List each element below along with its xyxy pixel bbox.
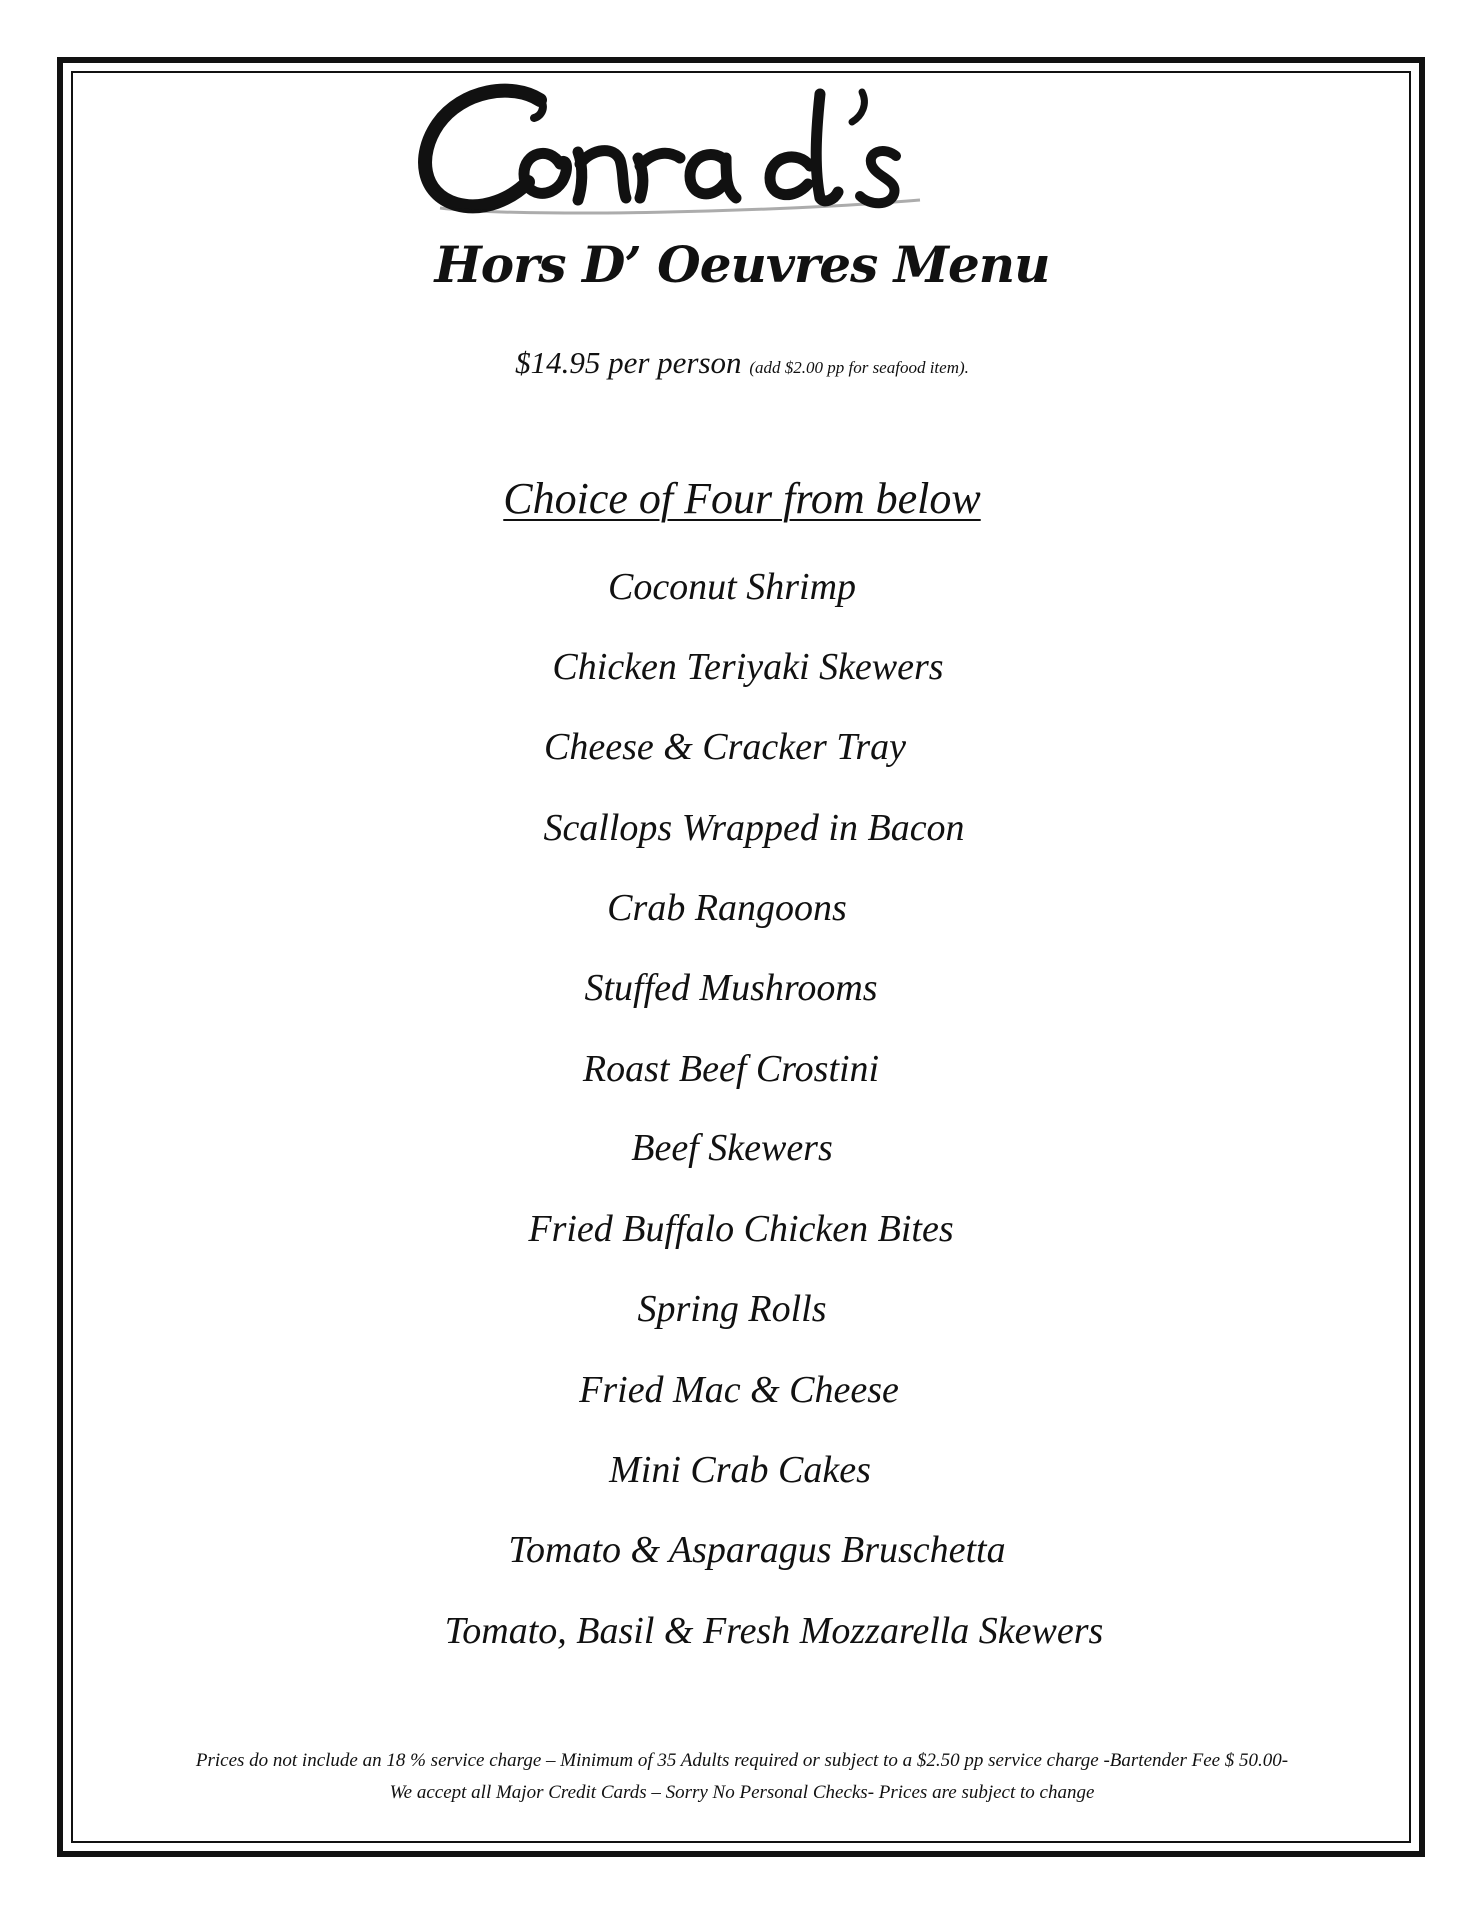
- menu-item: Mini Crab Cakes: [609, 1449, 871, 1491]
- footer-terms-line: Prices do not include an 18 % service charge – Minimum of 35 Adults required or subject to a $2.50 pp service charge -Bartender Fee $ 50.00-: [195, 1750, 1289, 1771]
- menu-item: Tomato & Asparagus Bruschetta: [508, 1529, 1006, 1571]
- conrads-logo: [400, 72, 1084, 242]
- price-line: [0, 345, 1484, 381]
- menu-item: Chicken Teriyaki Skewers: [552, 646, 944, 688]
- page-border-inner: [71, 71, 1411, 1843]
- menu-title: Hors D’ Oeuvres Menu: [434, 235, 1050, 294]
- price-per-person: $14.95 per person: [515, 345, 742, 380]
- menu-item: Beef Skewers: [631, 1127, 833, 1169]
- menu-item: Spring Rolls: [637, 1288, 827, 1330]
- menu-item: Scallops Wrapped in Bacon: [543, 807, 965, 849]
- menu-item: Fried Mac & Cheese: [579, 1369, 899, 1411]
- menu-item: Tomato, Basil & Fresh Mozzarella Skewers: [444, 1610, 1104, 1652]
- menu-item: Crab Rangoons: [607, 887, 847, 929]
- menu-item: Cheese & Cracker Tray: [543, 726, 907, 768]
- menu-item: Roast Beef Crostini: [582, 1048, 880, 1090]
- choice-heading: Choice of Four from below: [503, 474, 981, 523]
- menu-item: Coconut Shrimp: [607, 566, 857, 608]
- seafood-price-note: (add $2.00 pp for seafood item).: [749, 358, 969, 377]
- menu-item: Fried Buffalo Chicken Bites: [528, 1208, 954, 1250]
- menu-item: Stuffed Mushrooms: [584, 967, 878, 1009]
- footer-payment-line: We accept all Major Credit Cards – Sorry No Personal Checks- Prices are subject to change: [389, 1782, 1095, 1803]
